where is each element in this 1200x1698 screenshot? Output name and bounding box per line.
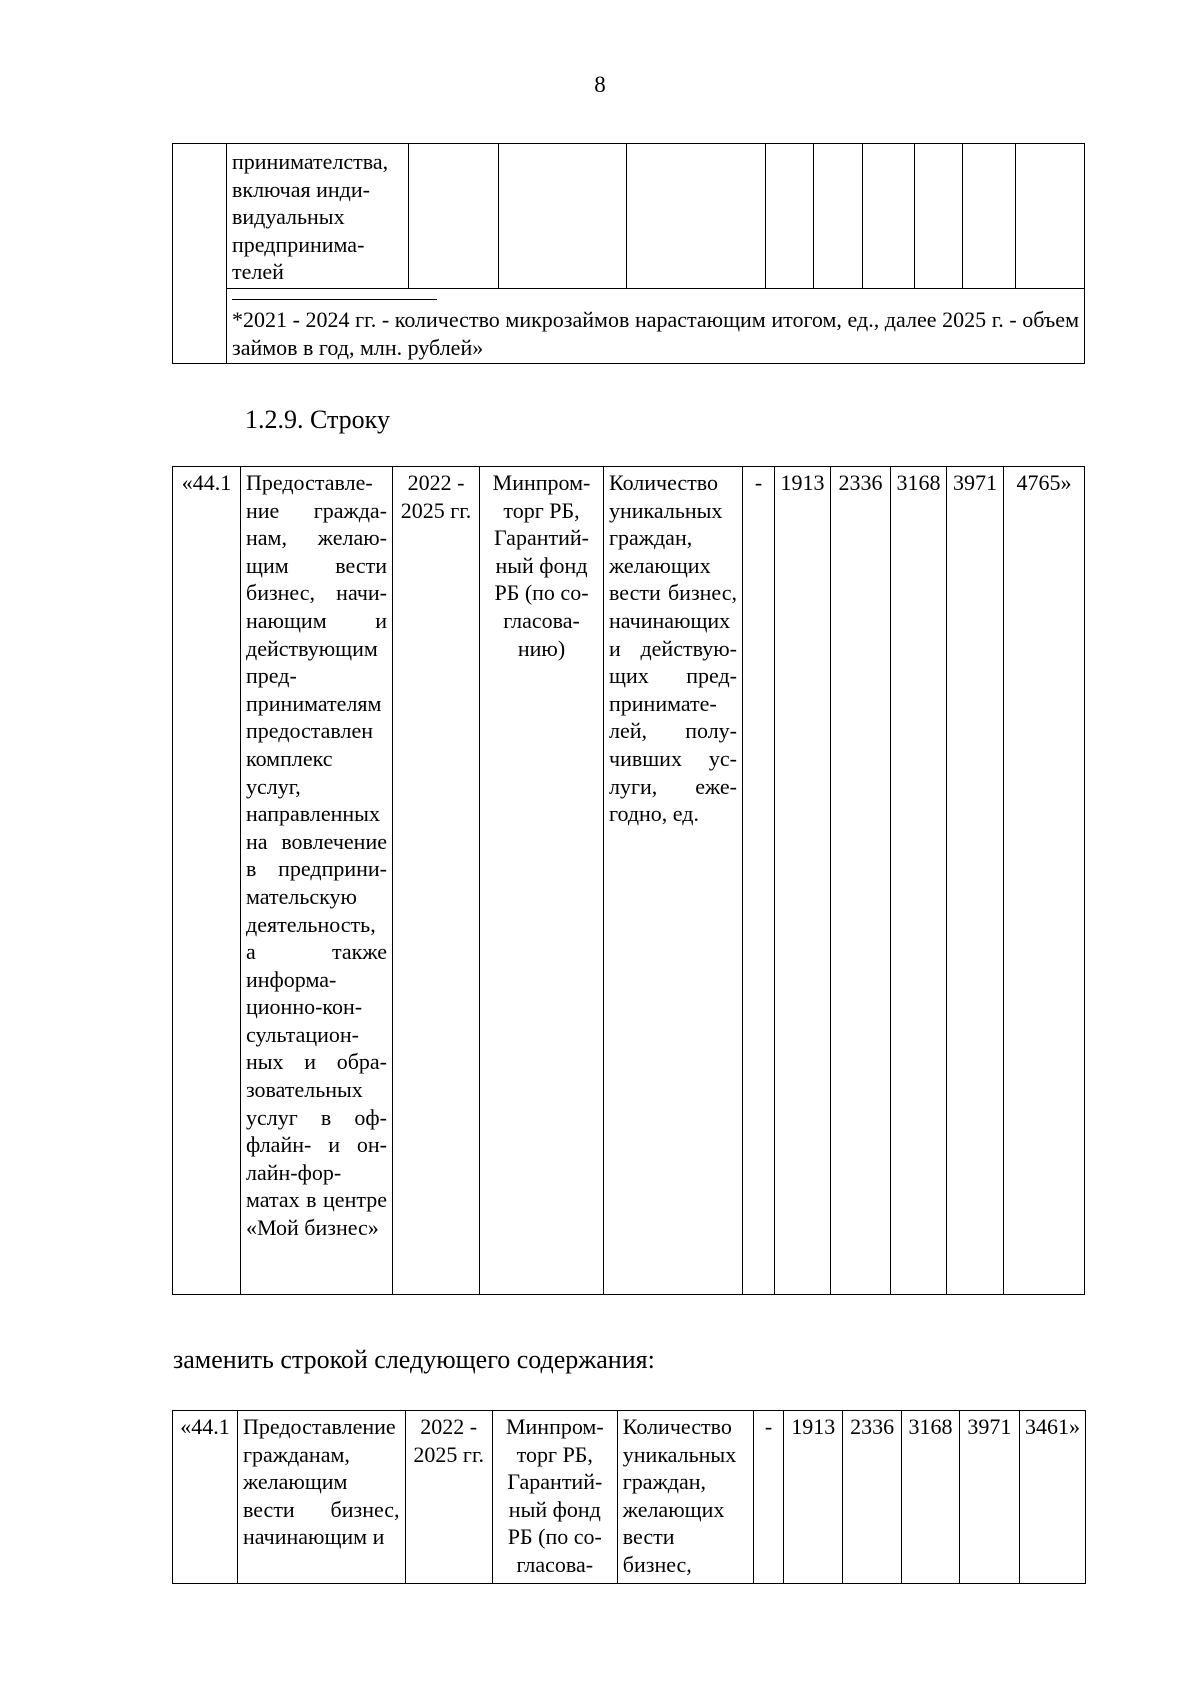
number-cell bbox=[173, 144, 227, 364]
row-period: 2022 - 2025 гг. bbox=[393, 467, 480, 1295]
row-base-value: - bbox=[743, 467, 775, 1295]
name-line: телей bbox=[232, 259, 284, 285]
row-value-2025: 3461» bbox=[1019, 1411, 1085, 1584]
row-value-2021: 1913 bbox=[784, 1411, 843, 1584]
empty-cell bbox=[499, 144, 627, 289]
name-line: включая инди- bbox=[232, 176, 370, 202]
footnote-cell bbox=[227, 288, 1085, 363]
row-indicator: Количество уникальных граждан, желающих вести бизнес, начинающих и действующих предпринимателей, получивших услуги, ежегодно, ед. bbox=[604, 467, 743, 1295]
continued-name-cell bbox=[227, 144, 409, 289]
row-value-2021: 1913 bbox=[775, 467, 831, 1295]
empty-cell bbox=[963, 144, 1016, 289]
row-value-2024: 3971 bbox=[959, 1411, 1019, 1584]
replace-instruction: заменить строкой следующего содержания: bbox=[173, 1345, 655, 1374]
row-executor: Минпромторг РБ, Гарантийный фонд РБ (по согласова- bbox=[492, 1411, 617, 1584]
row-value-2022: 2336 bbox=[831, 467, 891, 1295]
name-line: принимателства, bbox=[232, 149, 389, 174]
section-heading: 1.2.9. Строку bbox=[245, 405, 390, 434]
new-row-table bbox=[172, 1410, 1086, 1584]
old-row-table bbox=[172, 466, 1085, 1295]
row-value-2022: 2336 bbox=[843, 1411, 902, 1584]
row-name: Предоставление граждaнам, желающим вести бизнес, начинающим и действующим предпринимателям предоставлен комплекс услуг, направленных на вовлечение в предпринимательскую деятельность, а также информационно-консультационных и образовательных услуг в оффлайн- и онлайн-форматах в центре «Мой бизнес» bbox=[241, 467, 393, 1295]
row-period: 2022 - 2025 гг. bbox=[405, 1411, 492, 1584]
empty-cell bbox=[409, 144, 499, 289]
name-line: предпринима- bbox=[232, 231, 365, 257]
row-value-2025: 4765» bbox=[1004, 467, 1085, 1295]
row-value-2023: 3168 bbox=[902, 1411, 960, 1584]
row-name: Предоставление граждaнам, желающим вести бизнес, начинающим и bbox=[237, 1411, 405, 1584]
empty-cell bbox=[1016, 144, 1085, 289]
row-base-value: - bbox=[753, 1411, 783, 1584]
row-executor: Минпромторг РБ, Гарантийный фонд РБ (по согласованию) bbox=[480, 467, 604, 1295]
row-number: «44.1 bbox=[173, 467, 241, 1295]
empty-cell bbox=[627, 144, 766, 289]
footnote-text: *2021 - 2024 гг. - количество микрозаймов нарастающим итогом, ед., далее 2025 г. - объем займов в год, млн. рублей» bbox=[232, 306, 1079, 360]
name-line: видуальных bbox=[232, 204, 345, 230]
row-value-2024: 3971 bbox=[947, 467, 1004, 1295]
empty-cell bbox=[915, 144, 963, 289]
page-number: 8 bbox=[594, 72, 606, 97]
continued-table bbox=[172, 143, 1085, 364]
empty-cell bbox=[863, 144, 915, 289]
row-indicator: Количество уникальных граждан, желающих вести бизнес, bbox=[617, 1411, 753, 1584]
empty-cell bbox=[814, 144, 863, 289]
row-value-2023: 3168 bbox=[891, 467, 947, 1295]
row-number: «44.1 bbox=[173, 1411, 238, 1584]
empty-cell bbox=[766, 144, 814, 289]
footnote-rule bbox=[232, 299, 437, 300]
